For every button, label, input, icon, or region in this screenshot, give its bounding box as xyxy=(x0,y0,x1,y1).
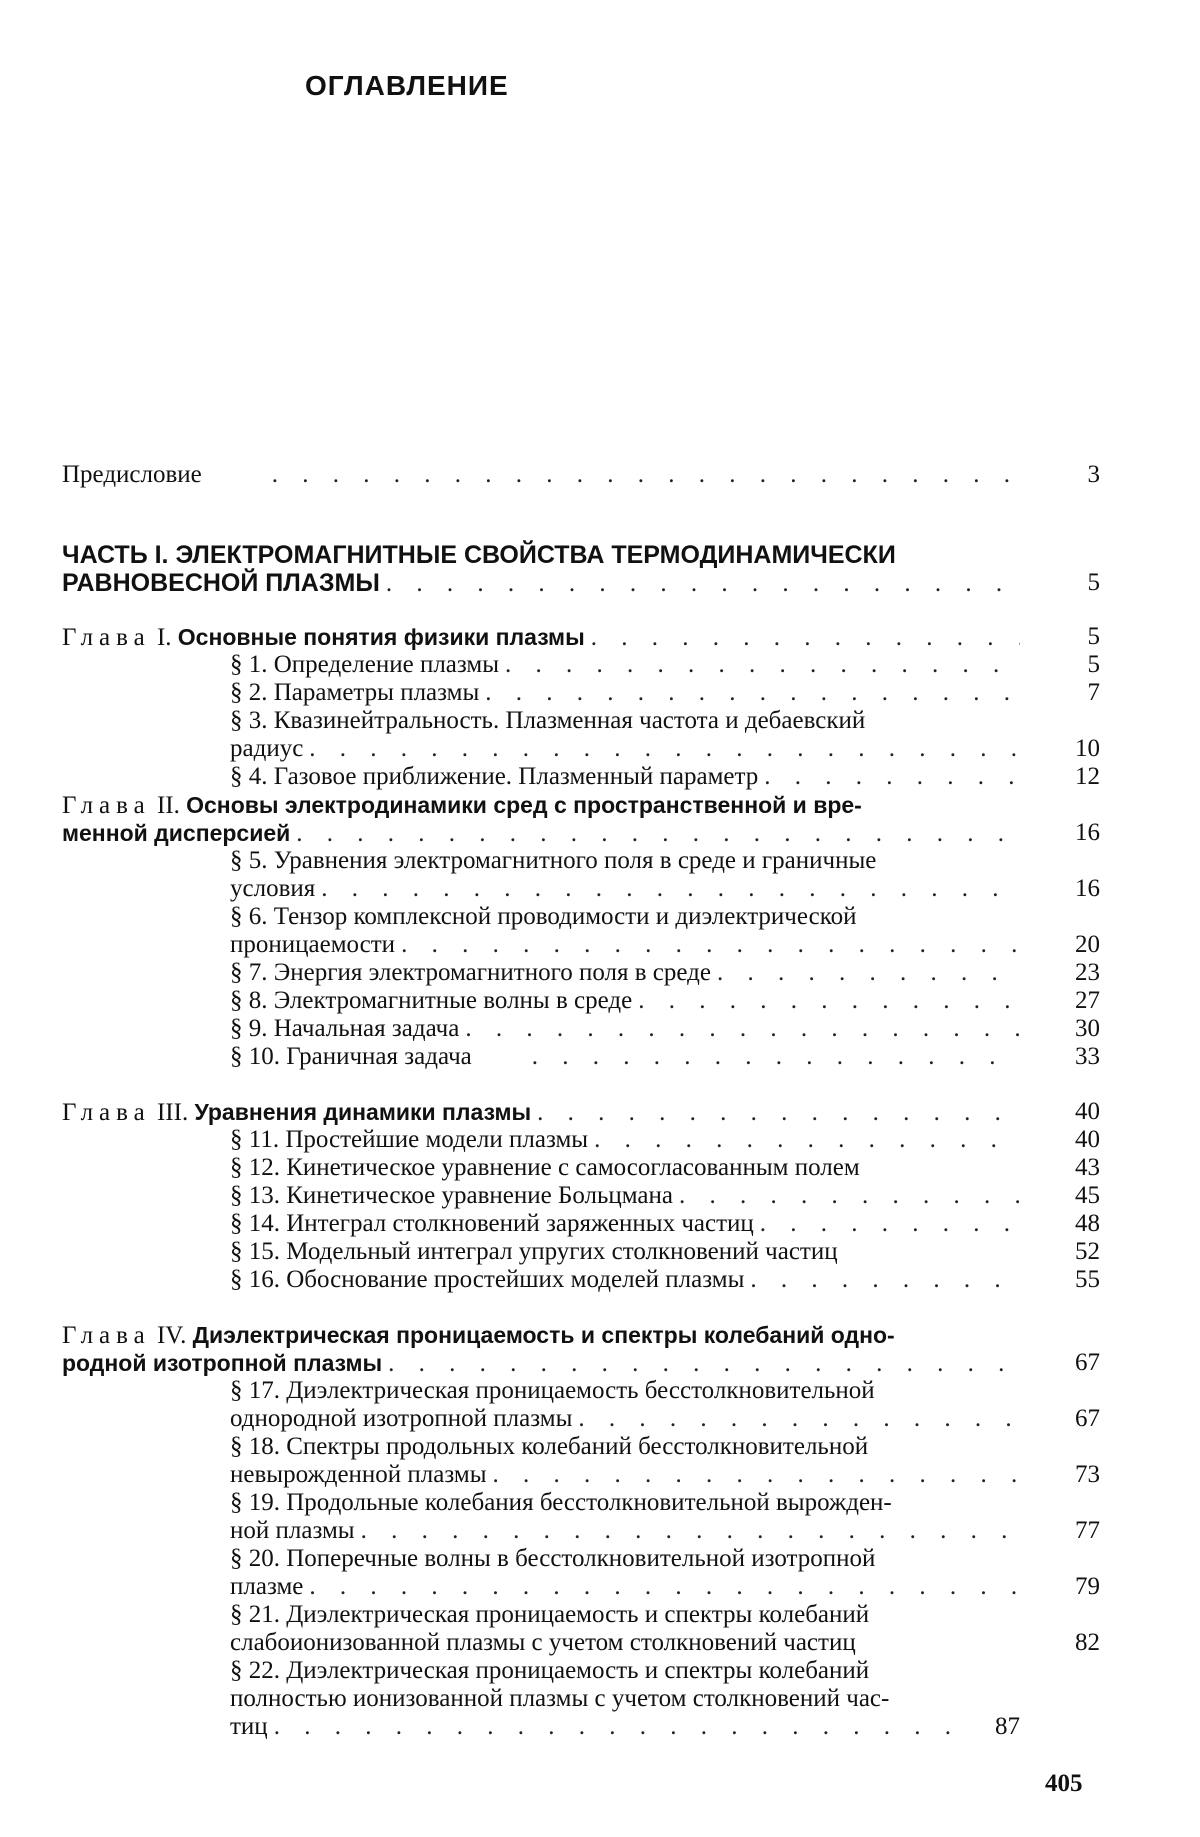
leader-dots xyxy=(764,762,1020,792)
entry-text: § 18. Спектры продольных колебаний бесстолкновительной xyxy=(230,1433,869,1460)
chapter-title: Диэлектрическая проницаемость и спектры колебаний одно- xyxy=(192,1322,895,1348)
toc-entry-chapter-4 xyxy=(62,1320,1020,1350)
toc-entry-section-1 xyxy=(230,650,1020,680)
leader-dots xyxy=(309,1572,1020,1602)
toc-entry-section-11 xyxy=(230,1125,1020,1155)
page-number: 79 xyxy=(1075,1573,1100,1600)
toc-entry-section-6 xyxy=(230,902,1020,932)
page-number: 40 xyxy=(1075,1098,1100,1125)
toc-entry-chapter-4-cont xyxy=(62,1348,1020,1378)
leader-dots xyxy=(638,986,1020,1016)
page-number: 7 xyxy=(1087,679,1100,706)
toc-entry-section-16 xyxy=(230,1265,1020,1295)
part-title-cont: РАВНОВЕСНОЙ ПЛАЗМЫ xyxy=(62,569,380,597)
toc-entry-section-22-cont xyxy=(230,1684,1020,1714)
leader-dots xyxy=(760,1209,1020,1239)
toc-entry-section-8 xyxy=(230,986,1020,1016)
chapter-title: Основные понятия физики плазмы xyxy=(177,624,585,650)
leader-dots xyxy=(493,1460,1020,1490)
entry-text: § 19. Продольные колебания бесстолкновительной вырожден- xyxy=(230,1489,892,1516)
page-number: 3 xyxy=(1087,461,1100,488)
toc-entry-chapter-2 xyxy=(62,790,1020,820)
entry-text: ной плазмы xyxy=(230,1517,355,1544)
toc-entry-section-22 xyxy=(230,1656,1020,1686)
leader-dots xyxy=(591,623,1020,653)
entry-text: условия xyxy=(230,875,316,902)
toc-entry-section-17 xyxy=(230,1376,1020,1406)
chapter-number: I. xyxy=(156,624,172,651)
chapter-title: Основы электродинамики сред с пространственной и вре- xyxy=(186,792,862,818)
page-number: 87 xyxy=(995,1713,1020,1740)
toc-entry-chapter-2-cont xyxy=(62,818,1020,848)
chapter-number: IV. xyxy=(156,1322,187,1349)
toc-entry-section-19-cont xyxy=(230,1516,1020,1546)
toc-entry-section-3-cont xyxy=(230,734,1020,764)
page-number: 40 xyxy=(1075,1126,1100,1153)
toc-entry-section-20 xyxy=(230,1544,1020,1574)
entry-text: проницаемости xyxy=(230,931,396,958)
toc-entry-section-18-cont xyxy=(230,1460,1020,1490)
toc-entry-section-21 xyxy=(230,1600,1020,1630)
page-number: 27 xyxy=(1075,987,1100,1014)
entry-text: § 20. Поперечные волны в бесстолкновительной изотропной xyxy=(230,1545,876,1572)
entry-text: § 7. Энергия электромагнитного поля в среде xyxy=(230,959,711,986)
page-number: 5 xyxy=(1087,651,1100,678)
toc-entry-chapter-1 xyxy=(62,622,1020,652)
page-number: 52 xyxy=(1075,1238,1100,1265)
toc-entry-section-18 xyxy=(230,1432,1020,1462)
page-number: 23 xyxy=(1075,959,1100,986)
toc-entry-section-6-cont xyxy=(230,930,1020,960)
chapter-number: III. xyxy=(156,1099,189,1126)
entry-text: радиус xyxy=(230,735,304,762)
entry-text: § 11. Простейшие модели плазмы xyxy=(230,1126,589,1153)
leader-dots xyxy=(485,678,1020,708)
toc-entry-section-17-cont xyxy=(230,1404,1020,1434)
toc-entry-section-10 xyxy=(230,1042,1020,1072)
leader-dots xyxy=(272,460,1020,490)
entry-text: плазме xyxy=(230,1573,304,1600)
toc-entry-section-4 xyxy=(230,762,1020,792)
page-number: 43 xyxy=(1075,1154,1100,1181)
toc-entry-section-12 xyxy=(230,1153,1020,1183)
entry-text: § 3. Квазинейтральность. Плазменная частота и дебаевский xyxy=(230,707,866,734)
entry-text: полностью ионизованной плазмы с учетом столкновений час- xyxy=(230,1685,890,1712)
entry-text: § 12. Кинетическое уравнение с самосогласованным полем xyxy=(230,1154,860,1181)
entry-text: § 1. Определение плазмы xyxy=(230,651,500,678)
entry-text: однородной изотропной плазмы xyxy=(230,1405,573,1432)
page-number: 30 xyxy=(1075,1015,1100,1042)
page-number: 73 xyxy=(1075,1461,1100,1488)
entry-text: Предисловие xyxy=(62,461,202,488)
toc-entry-section-14 xyxy=(230,1209,1020,1239)
leader-dots xyxy=(274,1712,970,1742)
entry-text: § 5. Уравнения электромагнитного поля в среде и граничные xyxy=(230,847,877,874)
page-number: 5 xyxy=(1087,569,1100,596)
entry-text: § 16. Обоснование простейших моделей плазмы xyxy=(230,1266,745,1293)
page-number: 45 xyxy=(1075,1182,1100,1209)
entry-text: § 17. Диэлектрическая проницаемость бесстолкновительной xyxy=(230,1377,875,1404)
entry-text: § 10. Граничная задача xyxy=(230,1043,472,1070)
leader-dots xyxy=(750,1265,1020,1295)
leader-dots xyxy=(717,958,1020,988)
toc-entry-part1 xyxy=(62,540,1020,570)
leader-dots xyxy=(578,1404,1020,1434)
page-number: 12 xyxy=(1075,763,1100,790)
page-number: 10 xyxy=(1075,735,1100,762)
page-number: 16 xyxy=(1075,875,1100,902)
toc-entry-section-19 xyxy=(230,1488,1020,1518)
toc-entry-section-3 xyxy=(230,706,1020,736)
entry-text: § 14. Интеграл столкновений заряженных частиц xyxy=(230,1210,754,1237)
entry-text: § 13. Кинетическое уравнение Больцмана xyxy=(230,1182,673,1209)
chapter-label: Глава xyxy=(62,792,151,819)
page-number: 67 xyxy=(1075,1349,1100,1376)
leader-dots xyxy=(505,650,1020,680)
entry-text: § 8. Электромагнитные волны в среде xyxy=(230,987,633,1014)
chapter-title-cont: менной дисперсией xyxy=(62,820,291,846)
leader-dots xyxy=(309,734,1020,764)
page-number: 16 xyxy=(1075,819,1100,846)
entry-text: слабоионизованной плазмы с учетом столкновений частиц xyxy=(230,1629,856,1656)
toc-entry-section-22-end xyxy=(230,1712,970,1742)
leader-dots xyxy=(532,1042,1020,1072)
leader-dots xyxy=(537,1098,1020,1128)
toc-entry-section-5-cont xyxy=(230,874,1020,904)
toc-entry-section-5 xyxy=(230,846,1020,876)
leader-dots xyxy=(361,1516,1020,1546)
entry-text: § 22. Диэлектрическая проницаемость и спектры колебаний xyxy=(230,1657,870,1684)
leader-dots xyxy=(296,819,1020,849)
toc-entry-section-20-cont xyxy=(230,1572,1020,1602)
leader-dots xyxy=(386,569,1020,599)
toc-entry-section-9 xyxy=(230,1014,1020,1044)
toc-entry-preface xyxy=(62,460,1020,490)
entry-text: § 2. Параметры плазмы xyxy=(230,679,480,706)
page-number: 48 xyxy=(1075,1210,1100,1237)
toc-entry-section-2 xyxy=(230,678,1020,708)
chapter-title-cont: родной изотропной плазмы xyxy=(62,1350,383,1376)
page-number: 33 xyxy=(1075,1043,1100,1070)
entry-text: § 4. Газовое приближение. Плазменный параметр xyxy=(230,763,759,790)
part-title: ЧАСТЬ I. ЭЛЕКТРОМАГНИТНЫЕ СВОЙСТВА ТЕРМОДИНАМИЧЕСКИ xyxy=(62,541,896,569)
page-number: 82 xyxy=(1075,1629,1100,1656)
page-number: 5 xyxy=(1087,623,1100,650)
toc-entry-part1-cont xyxy=(62,568,1020,598)
entry-text: § 15. Модельный интеграл упругих столкновений частиц xyxy=(230,1238,838,1265)
leader-dots xyxy=(401,930,1020,960)
toc-entry-section-21-cont xyxy=(230,1628,1020,1658)
chapter-title: Уравнения динамики плазмы xyxy=(194,1099,532,1125)
leader-dots xyxy=(388,1349,1020,1379)
page-number: 77 xyxy=(1075,1517,1100,1544)
chapter-label: Глава xyxy=(62,1322,151,1349)
toc-entry-chapter-3 xyxy=(62,1097,1020,1127)
leader-dots xyxy=(321,874,1020,904)
chapter-label: Глава xyxy=(62,1099,151,1126)
page-number: 20 xyxy=(1075,931,1100,958)
page-number: 67 xyxy=(1075,1405,1100,1432)
toc-entry-section-13 xyxy=(230,1181,1020,1211)
page-title: ОГЛАВЛЕНИЕ xyxy=(305,70,509,101)
chapter-number: II. xyxy=(156,792,180,819)
entry-text: § 9. Начальная задача xyxy=(230,1015,460,1042)
entry-text: тиц xyxy=(230,1713,268,1740)
chapter-label: Глава xyxy=(62,624,151,651)
page-number: 55 xyxy=(1075,1266,1100,1293)
leader-dots xyxy=(465,1014,1020,1044)
toc-entry-section-7 xyxy=(230,958,1020,988)
entry-text: § 6. Тензор комплексной проводимости и диэлектрической xyxy=(230,903,857,930)
entry-text: невырожденной плазмы xyxy=(230,1461,487,1488)
leader-dots xyxy=(594,1125,1020,1155)
entry-text: § 21. Диэлектрическая проницаемость и спектры колебаний xyxy=(230,1601,870,1628)
leader-dots xyxy=(679,1181,1020,1211)
page-folio: 405 xyxy=(1045,1770,1083,1797)
toc-entry-section-15 xyxy=(230,1237,1020,1267)
